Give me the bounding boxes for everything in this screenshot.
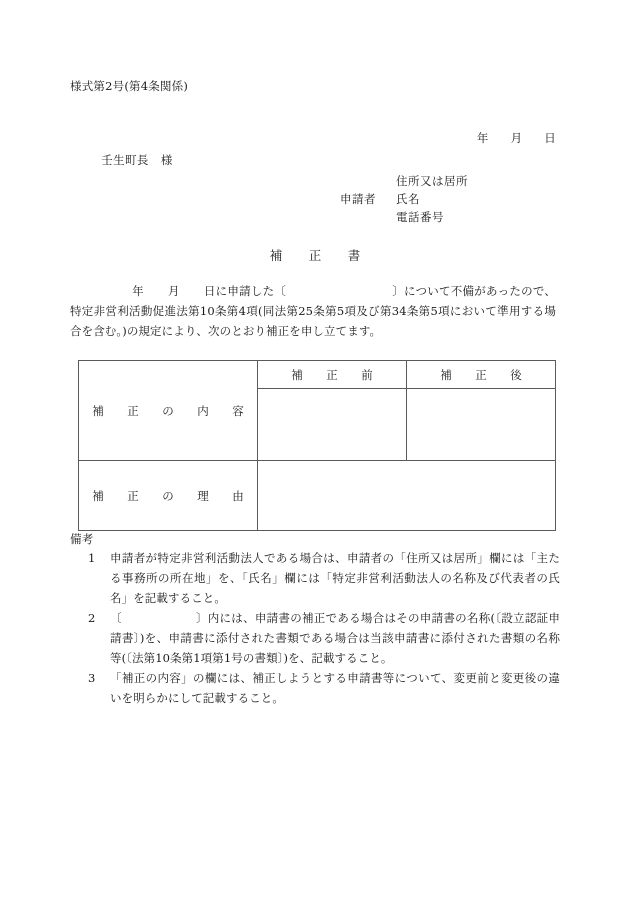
date-day: 日 [544,131,556,145]
note-bracket-open: 〔 [110,611,122,625]
cell-content-before[interactable] [258,389,407,461]
applicant-phone-label: 電話番号 [396,210,444,224]
column-header-before: 補 正 前 [258,361,407,389]
date-line [0,116,556,160]
note-number: 1 [88,551,96,565]
note-text: 「補正の内容」の欄には、補正しようとする申請書等について、変更前と変更後の違いを明らかにして記載すること。 [110,671,560,705]
note-number: 2 [88,611,96,625]
addressee-office: 壬生町長 [101,153,149,167]
body-bracket-close: 〕 [392,284,405,298]
notes-title: 備考 [70,532,94,546]
addressee [85,138,173,182]
note-item [88,548,560,608]
body-date-year: 年 [132,284,144,298]
applicant-name-row [340,190,468,208]
page-title: 補 正 書 [269,248,368,263]
applicant-address-label: 住所又は居所 [396,174,468,188]
body-bracket-open: 〔 [274,284,287,298]
notes-section [70,531,560,708]
note-body: 〕内には、申請書の補正である場合はその申請書の名称(〔設立認証申請書〕)を、申請書に添付された書類である場合は当該申請書に添付された書類の名称等(〔法第10条第1項第1号の書類〕)を、記載すること。 [110,611,560,665]
note-text [110,608,560,668]
applicant-address-row [340,172,468,190]
applicant-label: 申請者 [340,192,376,206]
date-year: 年 [476,131,489,145]
note-number: 3 [88,671,96,685]
applicant-name-label: 氏名 [396,192,420,206]
body-date-month: 月 [167,284,180,298]
applicant-block [340,172,468,226]
note-text: 申請者が特定非営利活動法人である場合は、申請者の「住所又は居所」欄には「主たる事務所の所在地」を、「氏名」欄には「特定非営利活動法人の名称及び代表者の氏名」を記載すること。 [110,551,560,605]
table-row [79,461,556,531]
cell-reason-value[interactable] [258,461,556,531]
note-item [88,668,560,708]
applicant-phone-row [340,208,468,226]
note-item [88,608,560,668]
cell-content-after[interactable] [407,389,556,461]
column-header-after: 補 正 後 [407,361,556,389]
row-label-reason: 補 正 の 理 由 [79,461,258,531]
amendment-table [78,360,556,531]
body-paragraph [70,281,556,341]
body-date-day: 日に申請した [203,284,275,298]
row-label-content: 補 正 の 内 容 [79,361,258,461]
table-header-row [79,361,556,389]
addressee-honorific: 様 [160,153,173,167]
date-month: 月 [510,131,523,145]
form-number: 様式第2号(第4条関係) [70,79,189,93]
body-text: について不備があったので、特定非営利活動促進法第10条第4項(同法第25条第5項及び第34条第5項において準用する場合を含む。)の規定により、次のとおり補正を申し立てます。 [70,284,556,338]
